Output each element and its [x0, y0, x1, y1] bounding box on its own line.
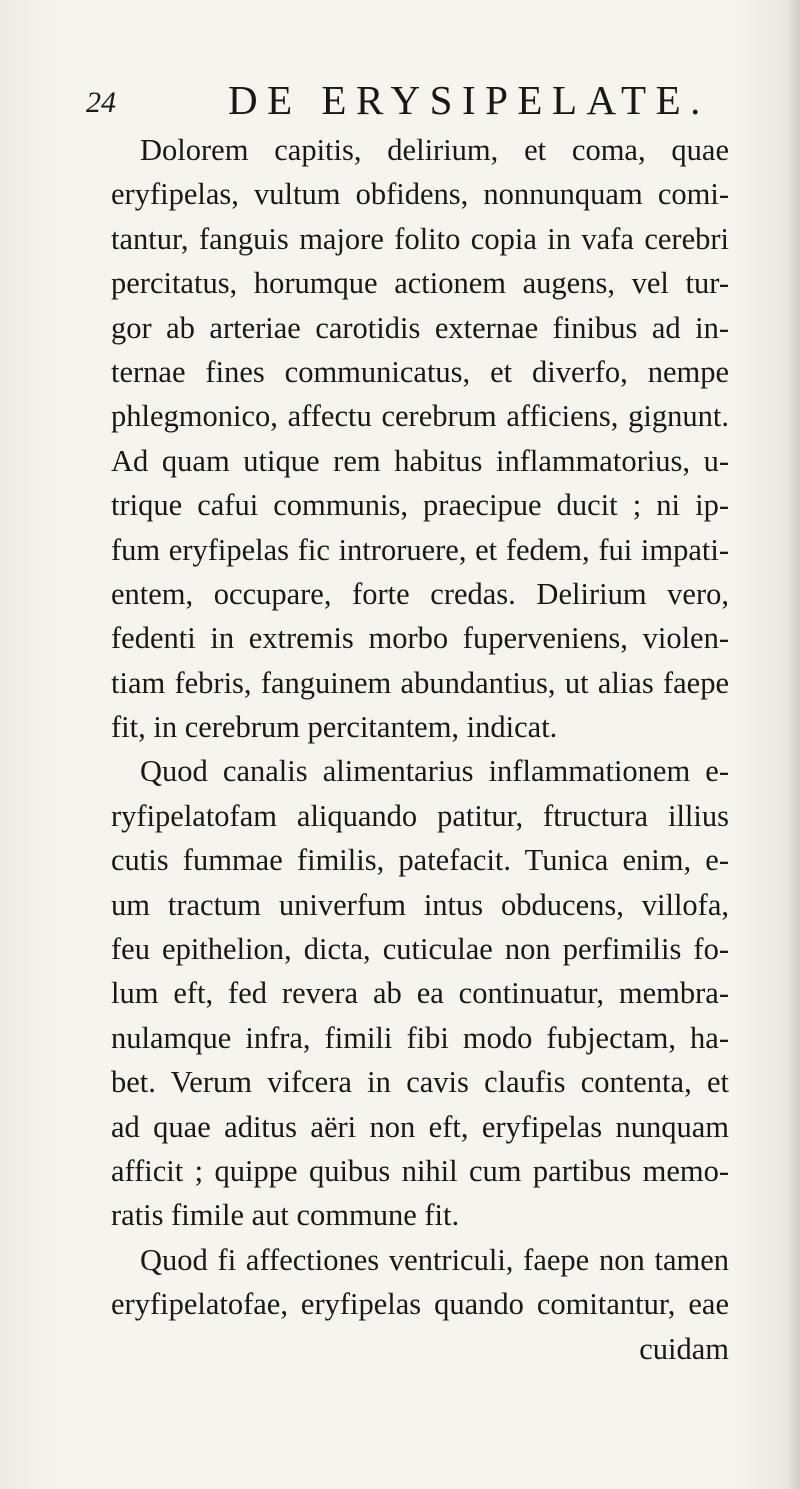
paragraph-line: Dolorem capitis, delirium, et coma, quae	[140, 133, 729, 167]
paragraph-line: lum eft, fed revera ab ea continuatur, membra-	[111, 976, 729, 1011]
paragraph-line: nulamque infra, fimili fibi modo fubjectam, ha-	[111, 1020, 729, 1055]
paragraph-line: bet. Verum vifcera in cavis claufis contenta, et	[111, 1065, 729, 1100]
paragraph-line: Quod canalis alimentarius inflammationem e-	[140, 754, 729, 789]
catchword: cuidam	[639, 1331, 729, 1366]
paragraph-line: Quod fi affectiones ventriculi, faepe non tamen	[140, 1242, 729, 1277]
paragraph-line: afficit ; quippe quibus nihil cum partibus memo-	[111, 1153, 729, 1188]
paragraph-line: ad quae aditus aëri non eft, eryfipelas nunquam	[111, 1109, 729, 1144]
paragraph-line: Ad quam utique rem habitus inflammatorius, u-	[111, 443, 729, 478]
paragraph-line: ratis fimile aut commune fit.	[111, 1198, 460, 1233]
page-number: 24	[86, 86, 116, 119]
paragraph-line: tantur, fanguis majore folito copia in vafa cerebri	[111, 221, 729, 256]
paragraph-line: eryfipelatofae, eryfipelas quando comitantur, eae	[111, 1287, 729, 1322]
page-gutter-shadow	[786, 0, 800, 1489]
paragraph-line: fedenti in extremis morbo fuperveniens, violen-	[111, 621, 729, 656]
paragraph-line: fit, in cerebrum percitantem, indicat.	[111, 710, 558, 745]
paragraph-line: um tractum univerfum intus obducens, villofa,	[111, 887, 729, 922]
paragraph-line: phlegmonico, affectu cerebrum afficiens, gignunt.	[111, 399, 729, 434]
paragraph-line: feu epithelion, dicta, cuticulae non perfimilis fo-	[111, 932, 729, 967]
running-title: DE ERYSIPELATE.	[228, 77, 710, 123]
text-body	[111, 128, 729, 1371]
paragraph-line: gor ab arteriae carotidis externae finibus ad in-	[111, 310, 729, 345]
paragraph-line: trique cafui communis, praecipue ducit ; ni ip-	[111, 488, 729, 523]
paragraph-line: ternae fines communicatus, et diverfo, nempe	[111, 354, 729, 389]
paragraph-line: ryfipelatofam aliquando patitur, ftructura illius	[111, 798, 729, 833]
paragraph-line: entem, occupare, forte credas. Delirium vero,	[111, 576, 729, 611]
paragraph-line: cutis fummae fimilis, patefacit. Tunica enim, e-	[111, 843, 729, 878]
paragraph-line: fum eryfipelas fic introruere, et fedem, fui impati-	[111, 532, 729, 567]
running-head	[86, 76, 726, 122]
paragraph-line: eryfipelas, vultum obfidens, nonnunquam comi-	[111, 177, 729, 212]
paragraph-line: percitatus, horumque actionem augens, vel tur-	[111, 266, 729, 301]
paragraph-line: tiam febris, fanguinem abundantius, ut alias faepe	[111, 665, 729, 700]
